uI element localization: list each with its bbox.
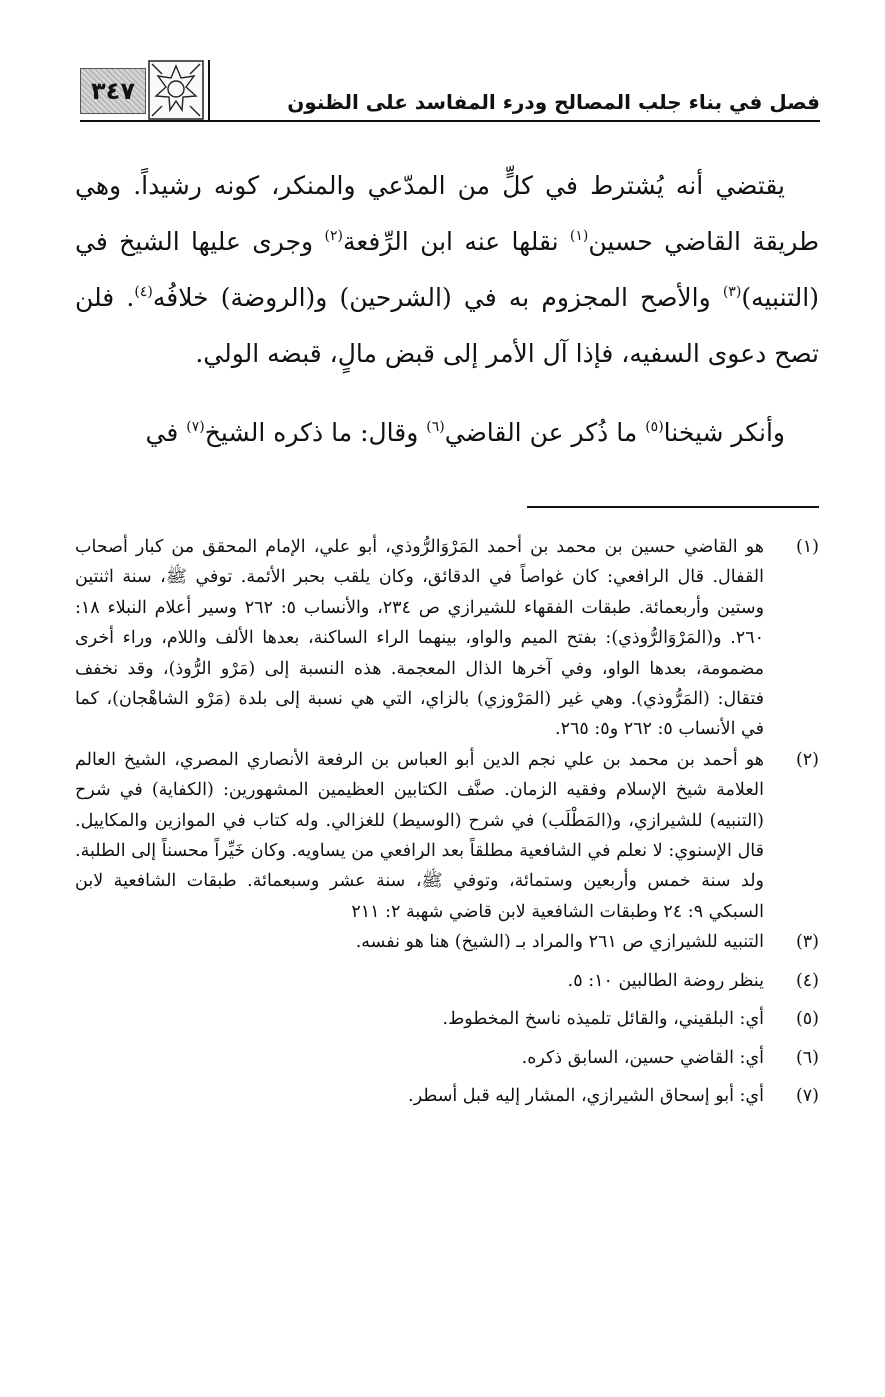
page-header xyxy=(80,60,820,122)
footnote-2 xyxy=(75,745,819,927)
text-run: وجرى عليها الشيخ في (التنبيه) xyxy=(75,227,819,312)
footnote-ref-4[interactable]: (٤) xyxy=(134,284,153,300)
footnote-number: (٤) xyxy=(795,970,819,991)
paragraph-2 xyxy=(75,405,819,461)
page-number: ٣٤٧ xyxy=(80,68,146,114)
footnote-ref-7[interactable]: (٧) xyxy=(186,419,205,435)
footnote-text: التنبيه للشيرازي ص ٢٦١ والمراد بـ (الشيخ) هنا هو نفسه. xyxy=(355,932,764,953)
footnote-ref-1[interactable]: (١) xyxy=(569,228,589,244)
footnote-number: (٧) xyxy=(795,1085,819,1106)
header-rule xyxy=(80,120,820,122)
footnote-text: أي: البلقيني، والقائل تلميذه ناسخ المخطوط. xyxy=(442,1009,764,1030)
footnote-ref-2[interactable]: (٢) xyxy=(324,228,343,244)
footnote-number: (٥) xyxy=(795,1009,819,1030)
footnote-7 xyxy=(75,1081,819,1111)
text-run: نقلها عنه ابن الرِّفعة xyxy=(342,227,570,256)
footnote-number: (٦) xyxy=(795,1047,819,1068)
footnote-separator xyxy=(527,506,819,508)
footnote-1 xyxy=(75,532,819,745)
footnotes xyxy=(75,532,819,1119)
main-text xyxy=(75,158,819,382)
footnote-ref-6[interactable]: (٦) xyxy=(426,419,445,435)
footnote-ref-5[interactable]: (٥) xyxy=(645,419,664,435)
footnote-4 xyxy=(75,966,819,996)
paragraph-1 xyxy=(75,158,819,382)
footnote-6 xyxy=(75,1043,819,1073)
text-run: ما ذُكر عن القاضي xyxy=(444,418,646,447)
footnote-3 xyxy=(75,927,819,957)
footnote-text: هو القاضي حسين بن محمد بن أحمد المَرْوَالرُّوذي، أبو علي، الإمام المحقق من كبار أصحاب القفال. قال الرافعي: كان غواصاً في الدقائق، وكان يلقب بحبر الأئمة. توفي ﷺ، سنة اثنتين وستين وأربعمائة. طبقات الفقهاء للشيرازي ص ٢٣٤، والأنساب ٥: ٢٦٢ وسير أعلام النبلاء ١٨: ٢٦٠. و(المَرْوَالرُّوذي): بفتح الميم والواو، بينهما الراء الساكنة، بعدها الألف واللام، وراء أخرى مضمومة، بعدها الواو، وفي آخرها الذال المعجمة. هذه النسبة إلى (مَرْو الرُّوذ)، وقد نخفف فتقال: (المَرُّوذي). وهي غير (المَرْوزي) بالزاي، التي هي نسبة إلى بلدة (مَرْو الشاهْجان)، كما في الأنساب ٥: ٢٦٢ و٥: ٢٦٥. xyxy=(75,537,765,740)
footnote-text: ينظر روضة الطالبين ١٠: ٥. xyxy=(567,970,764,991)
geometric-star-ornament-icon xyxy=(148,60,204,120)
footnote-text: أي: أبو إسحاق الشيرازي، المشار إليه قبل أسطر. xyxy=(408,1085,764,1106)
footnote-text: أي: القاضي حسين، السابق ذكره. xyxy=(521,1047,764,1068)
running-title: فصل في بناء جلب المصالح ودرء المفاسد على الظنون xyxy=(287,90,820,114)
footnote-number: (١) xyxy=(795,537,819,557)
text-run: والأصح المجزوم به في (الشرحين) و(الروضة) خلافُه xyxy=(152,283,723,312)
header-divider xyxy=(208,60,210,120)
text-run: وأنكر شيخنا xyxy=(663,418,785,447)
footnote-ref-3[interactable]: (٣) xyxy=(722,284,742,300)
text-run: يقتضي أنه يُشترط في كلٍّ من المدّعي والمنكر، كونه رشيداً. وهي طريقة القاضي حسين xyxy=(75,171,819,256)
footnote-number: (٣) xyxy=(795,932,819,953)
footnote-number: (٢) xyxy=(795,749,819,770)
footnote-5 xyxy=(75,1004,819,1034)
text-run: وقال: ما ذكره الشيخ xyxy=(204,418,427,447)
text-run: في xyxy=(145,418,187,447)
text-run: . فلن تصح دعوى السفيه، فإذا آل الأمر إلى قبض مالٍ، قبضه الولي. xyxy=(75,283,819,368)
footnote-text: هو أحمد بن محمد بن علي نجم الدين أبو العباس بن الرفعة الأنصاري المصري، الشيخ العالم العلامة شيخ الإسلام وفقيه الزمان. صنَّف الكتابين العظيمين المشهورين: (الكفاية) في شرح (التنبيه) للشيرازي، و(المَطْلَب) في شرح (الوسيط) للغزالي. وله كتاب في الموازين والمكاييل. قال الإسنوي: لا نعلم في الشافعية مطلقاً بعد الرافعي من يساويه. وكان خَيِّراً محسناً إلى الطلبة. ولد سنة خمس وأربعين وستمائة، وتوفي ﷺ، سنة عشر وسبعمائة. طبقات الشافعية لابن السبكي ٩: ٢٤ وطبقات الشافعية لابن قاضي شهبة ٢: ٢١١ xyxy=(75,749,764,922)
